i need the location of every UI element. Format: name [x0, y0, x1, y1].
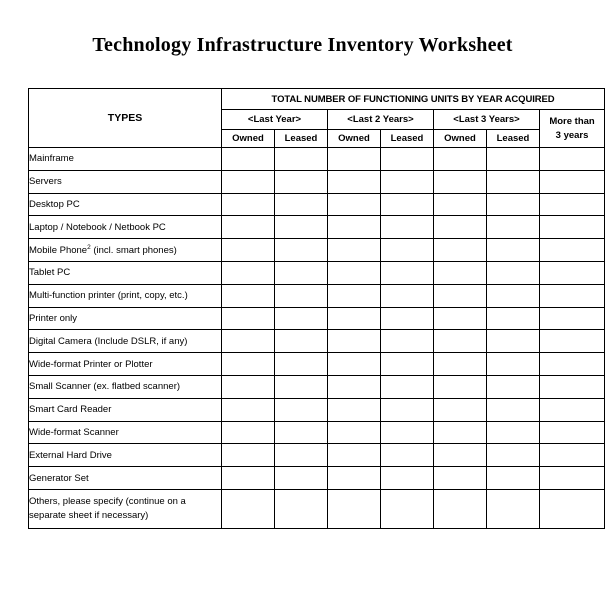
entry-cell[interactable]: [540, 353, 605, 376]
row-label: Desktop PC: [29, 193, 222, 216]
entry-cell[interactable]: [434, 489, 487, 528]
entry-cell[interactable]: [487, 284, 540, 307]
entry-cell[interactable]: [222, 148, 275, 171]
header-leased-3: Leased: [487, 130, 540, 148]
entry-cell[interactable]: [487, 261, 540, 284]
table-row: [29, 170, 605, 193]
table-row: [29, 467, 605, 490]
row-label: Laptop / Notebook / Netbook PC: [29, 216, 222, 239]
entry-cell[interactable]: [275, 489, 328, 528]
entry-cell[interactable]: [487, 421, 540, 444]
entry-cell[interactable]: [222, 444, 275, 467]
row-label: Mobile Phone$^2$ (incl. smart phones): [29, 239, 222, 262]
row-label: External Hard Drive: [29, 444, 222, 467]
entry-cell[interactable]: [381, 216, 434, 239]
entry-cell[interactable]: [487, 170, 540, 193]
entry-cell[interactable]: [275, 261, 328, 284]
entry-cell[interactable]: [275, 375, 328, 398]
entry-cell[interactable]: [222, 398, 275, 421]
entry-cell[interactable]: [222, 421, 275, 444]
entry-cell[interactable]: [434, 421, 487, 444]
header-last-3-years: <Last 3 Years>: [434, 110, 540, 130]
entry-cell[interactable]: [222, 489, 275, 528]
table-row: [29, 284, 605, 307]
header-leased-2: Leased: [381, 130, 434, 148]
entry-cell[interactable]: [381, 330, 434, 353]
entry-cell[interactable]: [487, 398, 540, 421]
header-owned-1: Owned: [222, 130, 275, 148]
entry-cell[interactable]: [328, 375, 381, 398]
entry-cell[interactable]: [328, 444, 381, 467]
entry-cell[interactable]: [328, 239, 381, 262]
entry-cell[interactable]: [222, 216, 275, 239]
entry-cell[interactable]: [381, 467, 434, 490]
entry-cell[interactable]: [434, 375, 487, 398]
entry-cell[interactable]: [328, 284, 381, 307]
entry-cell[interactable]: [275, 170, 328, 193]
entry-cell[interactable]: [434, 284, 487, 307]
entry-cell[interactable]: [540, 330, 605, 353]
entry-cell[interactable]: [381, 489, 434, 528]
entry-cell[interactable]: [275, 148, 328, 171]
entry-cell[interactable]: [540, 467, 605, 490]
entry-cell[interactable]: [434, 307, 487, 330]
entry-cell[interactable]: [222, 353, 275, 376]
entry-cell[interactable]: [434, 193, 487, 216]
entry-cell[interactable]: [381, 261, 434, 284]
header-last-year: <Last Year>: [222, 110, 328, 130]
entry-cell[interactable]: [328, 307, 381, 330]
table-row: [29, 193, 605, 216]
entry-cell[interactable]: [275, 307, 328, 330]
row-label: Mainframe: [29, 148, 222, 171]
row-label: Multi-function printer (print, copy, etc.): [29, 284, 222, 307]
row-label: Smart Card Reader: [29, 398, 222, 421]
entry-cell[interactable]: [540, 193, 605, 216]
entry-cell[interactable]: [328, 421, 381, 444]
row-label: Servers: [29, 170, 222, 193]
entry-cell[interactable]: [487, 353, 540, 376]
header-row-top: [29, 89, 605, 110]
entry-cell[interactable]: [381, 239, 434, 262]
header-leased-1: Leased: [275, 130, 328, 148]
entry-cell[interactable]: [381, 375, 434, 398]
entry-cell[interactable]: [222, 193, 275, 216]
entry-cell[interactable]: [222, 239, 275, 262]
table-row: [29, 261, 605, 284]
table-body: [29, 148, 605, 529]
table-row: [29, 375, 605, 398]
entry-cell[interactable]: [540, 375, 605, 398]
row-label: Others, please specify (continue on a separate sheet if necessary): [29, 489, 222, 528]
entry-cell[interactable]: [434, 330, 487, 353]
entry-cell[interactable]: [222, 284, 275, 307]
entry-cell[interactable]: [540, 261, 605, 284]
entry-cell[interactable]: [487, 216, 540, 239]
entry-cell[interactable]: [540, 170, 605, 193]
entry-cell[interactable]: [540, 489, 605, 528]
entry-cell[interactable]: [275, 330, 328, 353]
entry-cell[interactable]: [222, 170, 275, 193]
entry-cell[interactable]: [381, 398, 434, 421]
table-row: [29, 444, 605, 467]
entry-cell[interactable]: [540, 239, 605, 262]
entry-cell[interactable]: [381, 421, 434, 444]
header-more-than-3-years: [540, 110, 605, 148]
entry-cell[interactable]: [275, 216, 328, 239]
row-label: Small Scanner (ex. flatbed scanner): [29, 375, 222, 398]
header-more-than-line2: 3 years: [555, 129, 589, 141]
entry-cell[interactable]: [487, 489, 540, 528]
table-header: [29, 89, 605, 148]
entry-cell[interactable]: [434, 444, 487, 467]
entry-cell[interactable]: [222, 467, 275, 490]
entry-cell[interactable]: [434, 216, 487, 239]
entry-cell[interactable]: [275, 193, 328, 216]
entry-cell[interactable]: [434, 467, 487, 490]
entry-cell[interactable]: [328, 170, 381, 193]
entry-cell[interactable]: [381, 284, 434, 307]
header-last-2-years: <Last 2 Years>: [328, 110, 434, 130]
entry-cell[interactable]: [381, 307, 434, 330]
entry-cell[interactable]: [487, 193, 540, 216]
entry-cell[interactable]: [328, 193, 381, 216]
inventory-table: [28, 88, 605, 529]
table-row: [29, 307, 605, 330]
entry-cell[interactable]: [540, 421, 605, 444]
table-row: [29, 148, 605, 171]
table-row: [29, 239, 605, 262]
entry-cell[interactable]: [487, 148, 540, 171]
entry-cell[interactable]: [328, 489, 381, 528]
entry-cell[interactable]: [487, 330, 540, 353]
entry-cell[interactable]: [434, 148, 487, 171]
entry-cell[interactable]: [275, 353, 328, 376]
entry-cell[interactable]: [275, 284, 328, 307]
header-total-units: TOTAL NUMBER OF FUNCTIONING UNITS BY YEAR ACQUIRED: [222, 89, 605, 110]
entry-cell[interactable]: [381, 170, 434, 193]
entry-cell[interactable]: [540, 148, 605, 171]
entry-cell[interactable]: [540, 216, 605, 239]
entry-cell[interactable]: [540, 307, 605, 330]
entry-cell[interactable]: [540, 398, 605, 421]
table-row: [29, 398, 605, 421]
row-label: Generator Set: [29, 467, 222, 490]
entry-cell[interactable]: [328, 353, 381, 376]
entry-cell[interactable]: [434, 170, 487, 193]
header-types: TYPES: [29, 89, 222, 148]
entry-cell[interactable]: [434, 353, 487, 376]
entry-cell[interactable]: [328, 148, 381, 171]
entry-cell[interactable]: [434, 261, 487, 284]
entry-cell[interactable]: [328, 216, 381, 239]
entry-cell[interactable]: [434, 398, 487, 421]
entry-cell[interactable]: [328, 398, 381, 421]
row-label: Tablet PC: [29, 261, 222, 284]
entry-cell[interactable]: [381, 444, 434, 467]
entry-cell[interactable]: [222, 375, 275, 398]
header-owned-3: Owned: [434, 130, 487, 148]
entry-cell[interactable]: [487, 444, 540, 467]
entry-cell[interactable]: [487, 307, 540, 330]
entry-cell[interactable]: [328, 330, 381, 353]
entry-cell[interactable]: [275, 421, 328, 444]
entry-cell[interactable]: [275, 467, 328, 490]
table-row: [29, 216, 605, 239]
header-more-than-line1: More than: [549, 115, 595, 127]
entry-cell[interactable]: [328, 261, 381, 284]
entry-cell[interactable]: [275, 444, 328, 467]
entry-cell[interactable]: [487, 239, 540, 262]
entry-cell[interactable]: [222, 330, 275, 353]
row-label: Printer only: [29, 307, 222, 330]
table-row: [29, 353, 605, 376]
table-row: [29, 330, 605, 353]
entry-cell[interactable]: [487, 375, 540, 398]
row-label: Digital Camera (Include DSLR, if any): [29, 330, 222, 353]
footnote-marker: 2: [87, 244, 91, 251]
inventory-table-container: [28, 88, 595, 529]
entry-cell[interactable]: [540, 284, 605, 307]
entry-cell[interactable]: [381, 193, 434, 216]
entry-cell[interactable]: [222, 261, 275, 284]
entry-cell[interactable]: [381, 353, 434, 376]
table-row: [29, 421, 605, 444]
entry-cell[interactable]: [275, 239, 328, 262]
row-label: Wide-format Printer or Plotter: [29, 353, 222, 376]
entry-cell[interactable]: [328, 467, 381, 490]
entry-cell[interactable]: [381, 148, 434, 171]
row-label: Wide-format Scanner: [29, 421, 222, 444]
entry-cell[interactable]: [487, 467, 540, 490]
entry-cell[interactable]: [540, 444, 605, 467]
entry-cell[interactable]: [275, 398, 328, 421]
header-owned-2: Owned: [328, 130, 381, 148]
entry-cell[interactable]: [222, 307, 275, 330]
table-row: [29, 489, 605, 528]
page-title: Technology Infrastructure Inventory Worksheet: [92, 34, 513, 56]
entry-cell[interactable]: [434, 239, 487, 262]
